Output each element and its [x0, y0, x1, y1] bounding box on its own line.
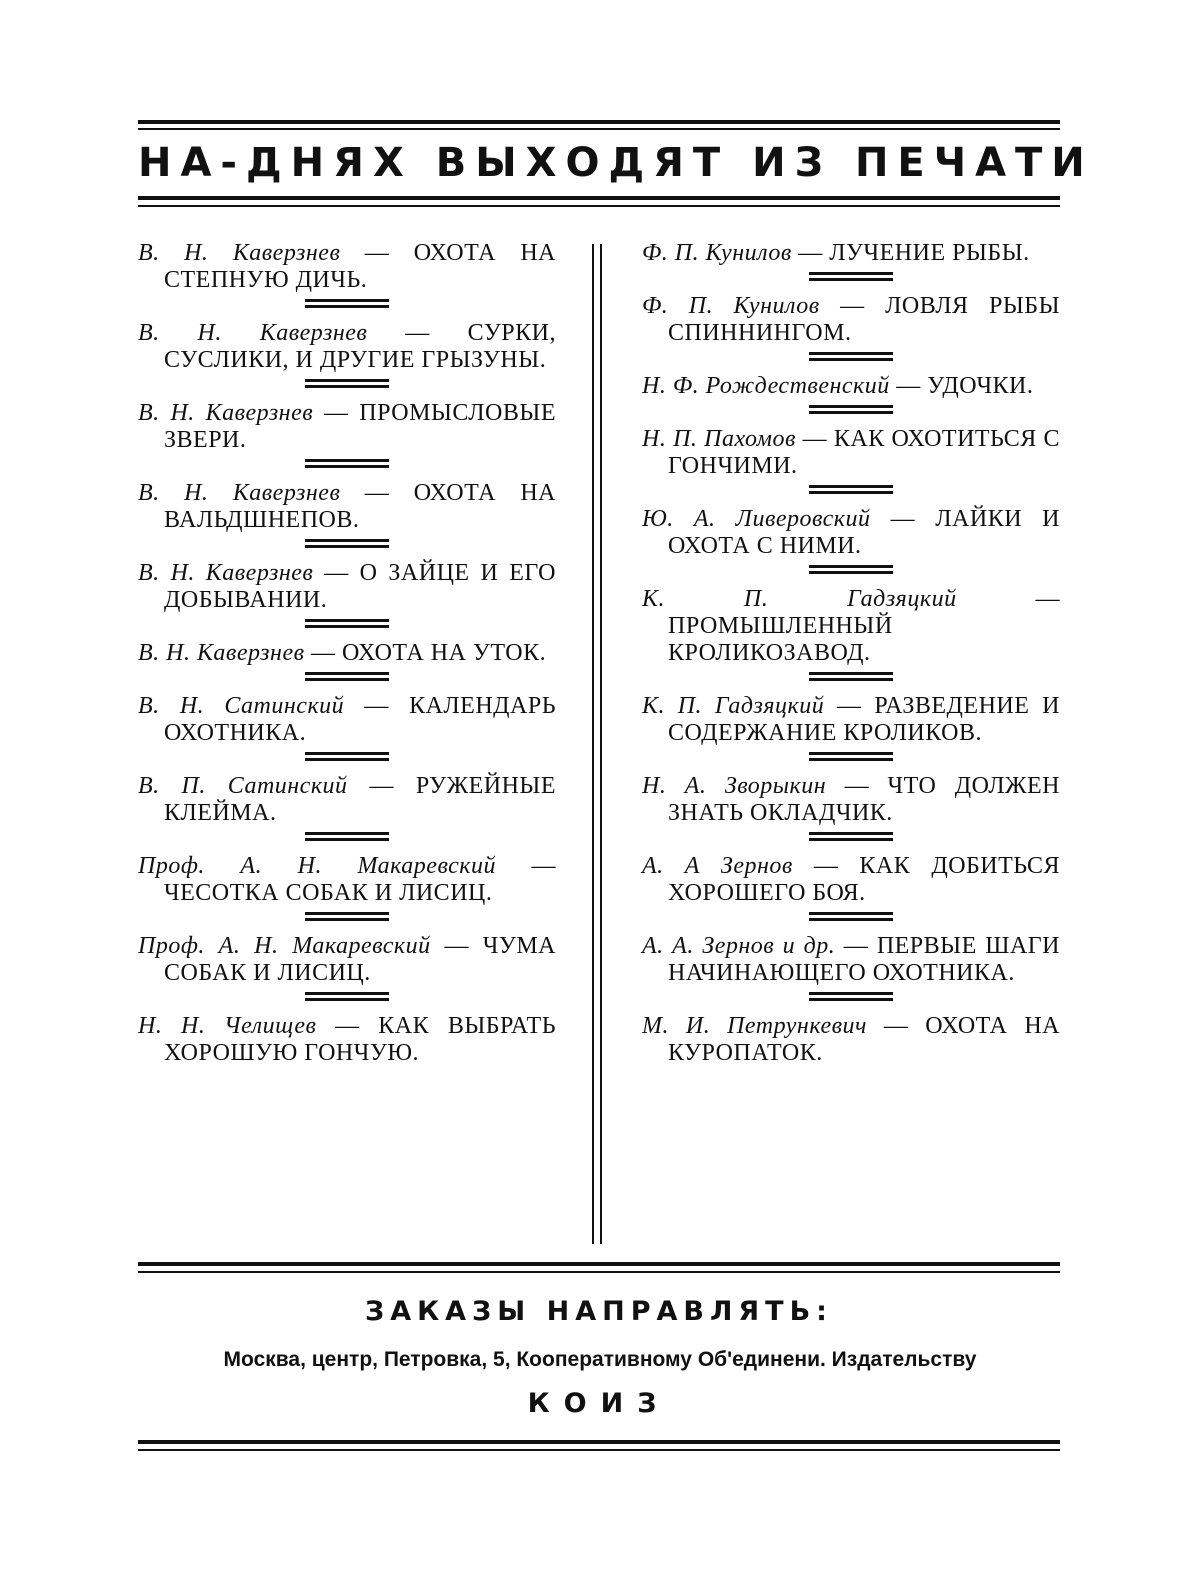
- dash-separator: —: [304, 640, 343, 666]
- book-entry-text: [138, 400, 556, 454]
- dash-separator: —: [795, 426, 834, 452]
- bottom-rule-outer: [138, 1440, 1060, 1444]
- book-author: В. Н. Сатинский: [138, 693, 345, 719]
- book-title: КАК ДОБИТЬСЯ ХОРОШЕГО БОЯ.: [668, 853, 1061, 906]
- book-entry-text: [138, 240, 556, 294]
- book-title: КАЛЕНДАРЬ ОХОТНИКА.: [164, 693, 557, 746]
- book-author: Н. А. Зворыкин: [642, 773, 827, 799]
- book-author: М. И. Петрункевич: [642, 1013, 867, 1039]
- book-entry-text: [138, 320, 556, 374]
- entry-separator: [305, 992, 389, 1002]
- book-entry-text: [138, 1013, 556, 1067]
- book-entry: [138, 240, 556, 309]
- header-rule-inner: [138, 205, 1060, 207]
- book-entry-text: [642, 853, 1060, 907]
- top-rule-inner: [138, 128, 1060, 130]
- book-author: В. Н. Каверзнев: [138, 640, 305, 666]
- entry-separator: [809, 752, 893, 762]
- book-entry: [642, 693, 1060, 762]
- entry-separator: [305, 379, 389, 389]
- entry-separator: [305, 539, 389, 549]
- dash-separator: —: [495, 853, 557, 879]
- dash-separator: —: [819, 293, 886, 319]
- orders-heading: ЗАКАЗЫ НАПРАВЛЯТЬ:: [365, 1296, 833, 1327]
- book-entry: [138, 320, 556, 389]
- book-entry: [642, 933, 1060, 1002]
- book-entry-text: [138, 933, 556, 987]
- book-entry-text: [642, 293, 1060, 347]
- book-entry-text: [138, 480, 556, 534]
- left-book-list: [138, 240, 556, 1067]
- entry-separator: [809, 272, 893, 282]
- book-entry-text: [642, 693, 1060, 747]
- book-entry: [138, 853, 556, 922]
- book-author: Н. Н. Челищев: [138, 1013, 317, 1039]
- entry-separator: [305, 912, 389, 922]
- book-title: ПРОМЫШЛЕННЫЙ КРОЛИКОЗАВОД.: [668, 613, 893, 666]
- book-author: А. А Зернов: [642, 853, 793, 879]
- column-divider: [592, 244, 602, 1244]
- entry-separator: [809, 672, 893, 682]
- book-author: К. П. Гадзяцкий: [642, 693, 825, 719]
- book-author: Ф. П. Кунилов: [642, 240, 792, 266]
- book-title: ЧЕСОТКА СОБАК И ЛИСИЦ.: [164, 880, 493, 906]
- book-author: К. П. Гадзяцкий: [642, 586, 957, 612]
- header-rule-outer: [138, 196, 1060, 200]
- book-entry: [138, 640, 556, 682]
- book-author: Проф. А. Н. Макаревский: [138, 933, 431, 959]
- book-author: Н. Ф. Рождественский: [642, 373, 890, 399]
- dash-separator: —: [347, 773, 416, 799]
- publisher-name: КОИЗ: [527, 1388, 671, 1419]
- book-title: ЧТО ДОЛЖЕН ЗНАТЬ ОКЛАДЧИК.: [668, 773, 1060, 826]
- book-entry: [642, 853, 1060, 922]
- entry-separator: [809, 352, 893, 362]
- book-title: УДОЧКИ.: [927, 373, 1034, 399]
- dash-separator: —: [340, 480, 414, 506]
- book-author: Н. П. Пахомов: [642, 426, 796, 452]
- dash-separator: —: [824, 693, 875, 719]
- book-author: В. Н. Каверзнев: [138, 240, 341, 266]
- top-rule-outer: [138, 120, 1060, 124]
- entry-separator: [305, 459, 389, 469]
- book-entry: [642, 773, 1060, 842]
- book-entry-text: [642, 506, 1060, 560]
- book-entry: [138, 480, 556, 549]
- book-entry: [138, 693, 556, 762]
- book-entry-text: [138, 560, 556, 614]
- book-entry-text: [138, 773, 556, 827]
- book-entry: [642, 586, 1060, 682]
- book-entry-text: [642, 373, 1060, 400]
- dash-separator: —: [340, 240, 414, 266]
- entry-separator: [305, 832, 389, 842]
- book-entry-text: [138, 853, 556, 907]
- book-entry-text: [642, 933, 1060, 987]
- book-title: ОХОТА НА УТОК.: [342, 640, 547, 666]
- page-title: НА-ДНЯХ ВЫХОДЯТ ИЗ ПЕЧАТИ: [138, 140, 1094, 186]
- book-entry: [642, 1013, 1060, 1067]
- dash-separator: —: [889, 373, 928, 399]
- book-title: ЛОВЛЯ РЫБЫ СПИННИНГОМ.: [668, 293, 1061, 346]
- book-title: КАК ВЫБРАТЬ ХОРОШУЮ ГОНЧУЮ.: [164, 1013, 556, 1066]
- book-author: В. Н. Каверзнев: [138, 480, 341, 506]
- book-entry: [642, 426, 1060, 495]
- dash-separator: —: [344, 693, 410, 719]
- dash-separator: —: [956, 586, 1061, 612]
- book-title: ЛАЙКИ И ОХОТА С НИМИ.: [668, 506, 1060, 559]
- book-entry: [642, 293, 1060, 362]
- book-entry: [138, 560, 556, 629]
- book-entry: [138, 400, 556, 469]
- book-title: ПРОМЫСЛОВЫЕ ЗВЕРИ.: [164, 400, 556, 453]
- book-entry-text: [138, 693, 556, 747]
- dash-separator: —: [835, 933, 877, 959]
- book-entry-text: [642, 1013, 1060, 1067]
- entry-separator: [809, 992, 893, 1002]
- book-title: ОХОТА НА ВАЛЬДШНЕПОВ.: [164, 480, 557, 533]
- book-title: ЛУЧЕНИЕ РЫБЫ.: [829, 240, 1030, 266]
- book-entry: [642, 240, 1060, 282]
- book-author: А. А. Зернов и др.: [642, 933, 836, 959]
- bottom-rule-inner: [138, 1449, 1060, 1451]
- book-entry-text: [642, 426, 1060, 480]
- book-title: КАК ОХОТИТЬСЯ С ГОНЧИМИ.: [668, 426, 1061, 479]
- book-author: В. Н. Каверзнев: [138, 560, 314, 586]
- book-title: ЧУМА СОБАК И ЛИСИЦ.: [164, 933, 557, 986]
- book-author: Проф. А. Н. Макаревский: [138, 853, 496, 879]
- book-entry-text: [642, 773, 1060, 827]
- dash-separator: —: [313, 560, 360, 586]
- book-title: ОХОТА НА СТЕПНУЮ ДИЧЬ.: [164, 240, 557, 293]
- book-title: СУРКИ, СУСЛИКИ, И ДРУГИЕ ГРЫЗУНЫ.: [164, 320, 556, 373]
- dash-separator: —: [316, 1013, 379, 1039]
- book-entry: [138, 933, 556, 1002]
- book-title: ПЕРВЫЕ ШАГИ НАЧИНАЮЩЕГО ОХОТНИКА.: [668, 933, 1060, 986]
- book-title: О ЗАЙЦЕ И ЕГО ДОБЫВАНИИ.: [164, 560, 556, 613]
- book-title: РУЖЕЙНЫЕ КЛЕЙМА.: [164, 773, 557, 826]
- entry-separator: [305, 619, 389, 629]
- dash-separator: —: [430, 933, 483, 959]
- footer-rule-outer: [138, 1262, 1060, 1266]
- book-entry-text: [642, 240, 1060, 267]
- book-entry-text: [642, 586, 1060, 667]
- book-entry: [642, 506, 1060, 575]
- footer-rule-inner: [138, 1271, 1060, 1273]
- entry-separator: [305, 299, 389, 309]
- book-title: РАЗВЕДЕНИЕ И СОДЕРЖАНИЕ КРОЛИКОВ.: [668, 693, 1061, 746]
- book-author: Ф. П. Кунилов: [642, 293, 820, 319]
- right-book-list: [642, 240, 1060, 1067]
- book-entry: [138, 773, 556, 842]
- dash-separator: —: [313, 400, 360, 426]
- dash-separator: —: [870, 506, 936, 532]
- entry-separator: [305, 672, 389, 682]
- book-author: В. П. Сатинский: [138, 773, 348, 799]
- entry-separator: [809, 912, 893, 922]
- orders-address: Москва, центр, Петровка, 5, Кооперативному Об'единени. Издательству: [223, 1348, 977, 1371]
- book-author: В. Н. Каверзнев: [138, 320, 368, 346]
- book-entry: [642, 373, 1060, 415]
- book-author: В. Н. Каверзнев: [138, 400, 314, 426]
- entry-separator: [305, 752, 389, 762]
- book-entry-text: [138, 640, 556, 667]
- dash-separator: —: [826, 773, 888, 799]
- entry-separator: [809, 485, 893, 495]
- entry-separator: [809, 405, 893, 415]
- entry-separator: [809, 565, 893, 575]
- book-author: Ю. А. Ливеровский: [642, 506, 871, 532]
- book-title: ОХОТА НА КУРОПАТОК.: [668, 1013, 1060, 1066]
- dash-separator: —: [367, 320, 468, 346]
- dash-separator: —: [791, 240, 830, 266]
- book-entry: [138, 1013, 556, 1067]
- entry-separator: [809, 832, 893, 842]
- dash-separator: —: [792, 853, 860, 879]
- dash-separator: —: [866, 1013, 926, 1039]
